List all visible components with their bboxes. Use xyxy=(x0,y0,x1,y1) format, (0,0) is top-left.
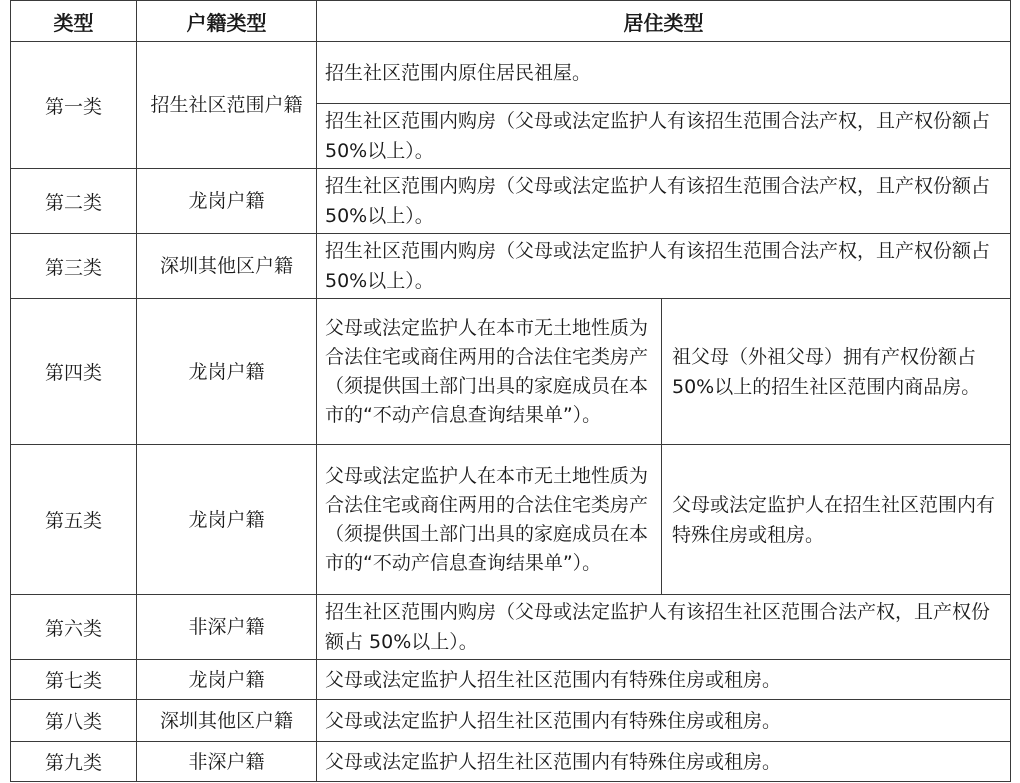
enrollment-category-table-wrapper xyxy=(10,0,1010,782)
row-4-residence-left: 父母或法定监护人在本市无土地性质为合法住宅或商住两用的合法住宅类房产（须提供国土部门出具的家庭成员在本市的“不动产信息查询结果单”）。 xyxy=(317,299,662,445)
row-5-type: 第五类 xyxy=(11,445,137,595)
row-1-residence-b: 招生社区范围内购房（父母或法定监护人有该招生范围合法产权，且产权份额占 50%以上）。 xyxy=(317,104,1011,169)
row-3-hukou: 深圳其他区户籍 xyxy=(137,234,317,299)
table-row xyxy=(11,700,1011,742)
row-5-residence-right: 父母或法定监护人在招生社区范围内有特殊住房或租房。 xyxy=(662,445,1011,595)
row-2-residence: 招生社区范围内购房（父母或法定监护人有该招生范围合法产权，且产权份额占 50%以上）。 xyxy=(317,169,1011,234)
row-8-hukou: 深圳其他区户籍 xyxy=(137,700,317,742)
header-residence: 居住类型 xyxy=(317,1,1011,42)
header-type: 类型 xyxy=(11,1,137,42)
row-6-residence: 招生社区范围内购房（父母或法定监护人有该招生社区范围合法产权，且产权份额占 50%以上）。 xyxy=(317,595,1011,660)
row-4-residence-right: 祖父母（外祖父母）拥有产权份额占 50%以上的招生社区范围内商品房。 xyxy=(662,299,1011,445)
row-4-type: 第四类 xyxy=(11,299,137,445)
table-row xyxy=(11,299,1011,445)
header-row xyxy=(11,1,1011,42)
table-row xyxy=(11,742,1011,782)
row-7-type: 第七类 xyxy=(11,660,137,700)
row-5-hukou: 龙岗户籍 xyxy=(137,445,317,595)
row-4-hukou: 龙岗户籍 xyxy=(137,299,317,445)
header-hukou: 户籍类型 xyxy=(137,1,317,42)
row-9-type: 第九类 xyxy=(11,742,137,782)
row-7-residence: 父母或法定监护人招生社区范围内有特殊住房或租房。 xyxy=(317,660,1011,700)
row-5-residence-left: 父母或法定监护人在本市无土地性质为合法住宅或商住两用的合法住宅类房产（须提供国土部门出具的家庭成员在本市的“不动产信息查询结果单”）。 xyxy=(317,445,662,595)
row-2-hukou: 龙岗户籍 xyxy=(137,169,317,234)
table-row xyxy=(11,234,1011,299)
table-row xyxy=(11,445,1011,595)
table-row xyxy=(11,42,1011,104)
table-row xyxy=(11,595,1011,660)
row-9-residence: 父母或法定监护人招生社区范围内有特殊住房或租房。 xyxy=(317,742,1011,782)
row-3-residence: 招生社区范围内购房（父母或法定监护人有该招生范围合法产权，且产权份额占 50%以上）。 xyxy=(317,234,1011,299)
row-6-hukou: 非深户籍 xyxy=(137,595,317,660)
row-8-type: 第八类 xyxy=(11,700,137,742)
row-9-hukou: 非深户籍 xyxy=(137,742,317,782)
row-3-type: 第三类 xyxy=(11,234,137,299)
row-1-hukou: 招生社区范围户籍 xyxy=(137,42,317,169)
table-row xyxy=(11,169,1011,234)
row-8-residence: 父母或法定监护人招生社区范围内有特殊住房或租房。 xyxy=(317,700,1011,742)
row-7-hukou: 龙岗户籍 xyxy=(137,660,317,700)
row-1-type: 第一类 xyxy=(11,42,137,169)
row-6-type: 第六类 xyxy=(11,595,137,660)
enrollment-category-table xyxy=(10,0,1011,782)
row-1-residence-a: 招生社区范围内原住居民祖屋。 xyxy=(317,42,1011,104)
row-2-type: 第二类 xyxy=(11,169,137,234)
table-row xyxy=(11,660,1011,700)
